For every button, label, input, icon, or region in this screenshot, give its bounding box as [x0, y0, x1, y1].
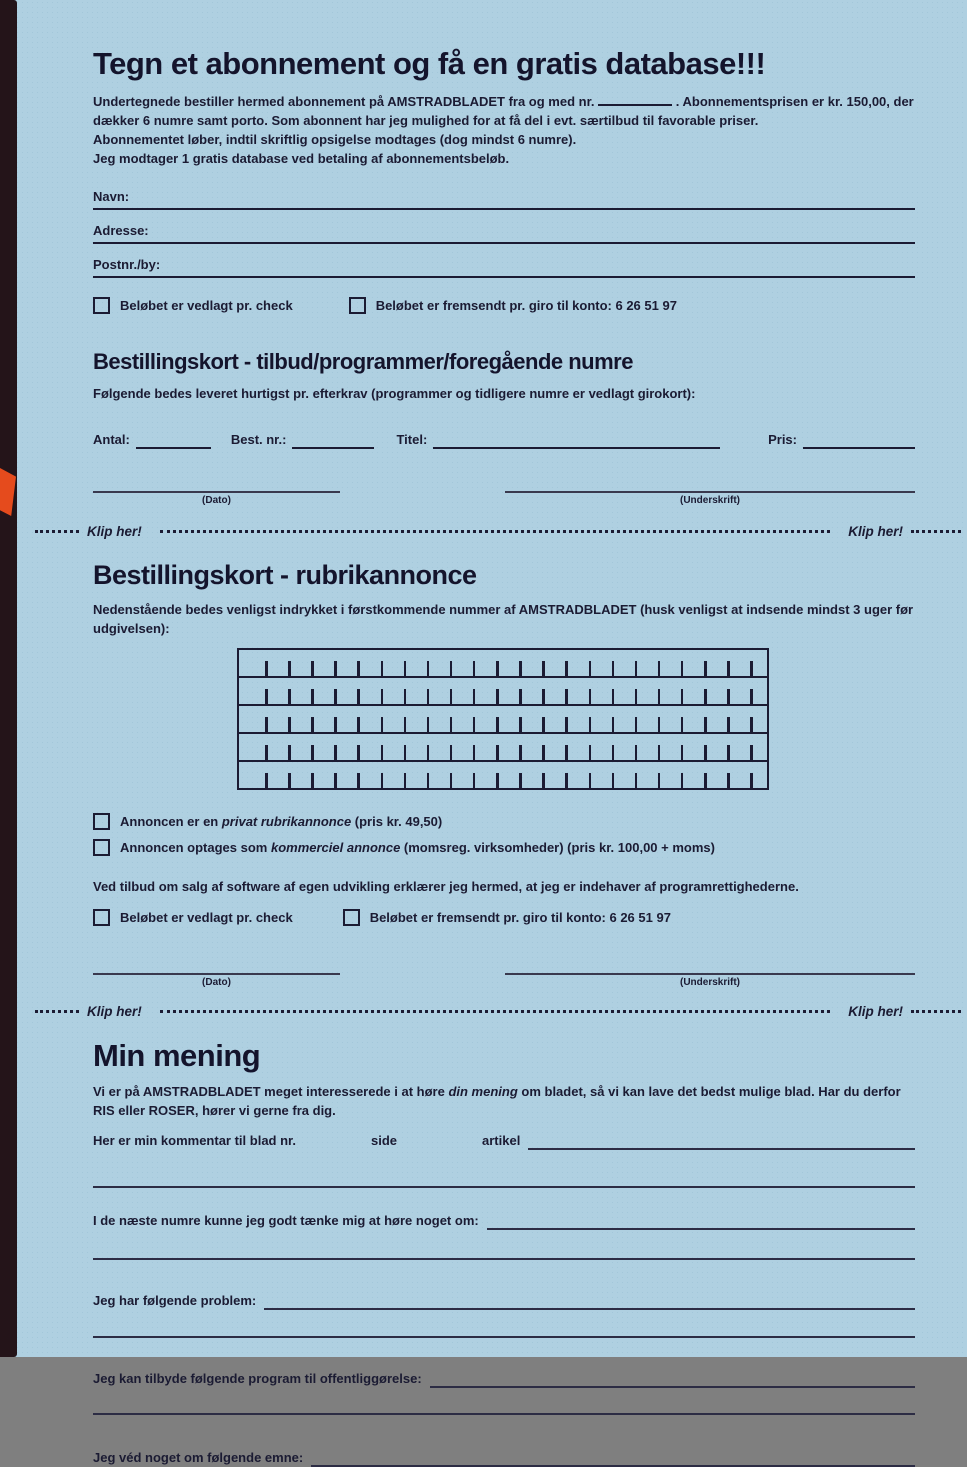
checkbox-icon[interactable] — [93, 297, 110, 314]
address-label: Adresse: — [93, 223, 149, 238]
question-blank[interactable] — [264, 1294, 915, 1310]
spine-orange-flag — [0, 468, 16, 516]
character-tick-icon — [288, 689, 291, 704]
dotted-cut-icon — [911, 1010, 961, 1013]
character-tick-icon — [357, 773, 360, 788]
character-tick-icon — [334, 661, 337, 676]
order-signature-row — [93, 491, 915, 506]
checkbox-icon[interactable] — [93, 839, 110, 856]
character-tick-icon — [681, 773, 684, 788]
character-tick-icon — [635, 661, 638, 676]
character-tick-icon — [658, 773, 661, 788]
postal-city-label: Postnr./by: — [93, 257, 161, 272]
character-tick-icon — [565, 773, 568, 788]
character-tick-icon — [704, 661, 707, 676]
character-tick-icon — [334, 689, 337, 704]
dotted-cut-icon — [160, 530, 830, 533]
character-tick-icon — [565, 717, 568, 732]
character-tick-icon — [704, 717, 707, 732]
character-tick-icon — [265, 717, 268, 732]
signature-field[interactable] — [505, 491, 915, 506]
writing-blank-line[interactable] — [93, 1258, 915, 1260]
address-field[interactable] — [93, 218, 915, 244]
qty-blank[interactable] — [136, 433, 211, 449]
postal-city-field[interactable] — [93, 252, 915, 278]
character-tick-icon — [427, 661, 430, 676]
character-tick-icon — [589, 745, 592, 760]
writing-blank-line[interactable] — [93, 1186, 915, 1188]
character-tick-icon — [427, 689, 430, 704]
rights-declaration: Ved tilbud om salg af software af egen udvikling erklærer jeg hermed, at jeg er indehaver af programrettighederne. — [93, 879, 799, 894]
character-tick-icon — [612, 773, 615, 788]
payment-giro-option[interactable] — [349, 296, 677, 315]
character-tick-icon — [565, 689, 568, 704]
character-tick-icon — [473, 689, 476, 704]
character-tick-icon — [496, 773, 499, 788]
character-tick-icon — [265, 745, 268, 760]
character-tick-icon — [704, 689, 707, 704]
article-label: artikel — [482, 1133, 521, 1148]
subscription-intro-text-2: . Abonnementsprisen er kr. 150,00, der dækker 6 numre samt porto. Som abonnent har jeg mulighed for at få del i evt. særtilbud til favorable priser. — [93, 94, 914, 128]
dotted-cut-icon — [35, 530, 79, 533]
character-tick-icon — [265, 661, 268, 676]
private-ad-label — [120, 812, 442, 831]
dotted-cut-icon — [35, 1010, 79, 1013]
cut-here-label-right: Klip her! — [848, 1003, 903, 1019]
character-tick-icon — [565, 745, 568, 760]
signature-caption: (Underskrift) — [679, 495, 740, 506]
question-label: Jeg kan tilbyde følgende program til offentliggørelse: — [93, 1371, 422, 1386]
price-blank[interactable] — [803, 433, 915, 449]
ad-grid[interactable] — [237, 648, 769, 790]
commercial-ad-italic: kommerciel annonce — [270, 840, 401, 855]
subscription-title: Tegn et abonnement og få en gratis database!!! — [93, 46, 766, 81]
character-tick-icon — [681, 661, 684, 676]
character-tick-icon — [542, 689, 545, 704]
payment-check-option[interactable] — [93, 908, 293, 927]
subscription-intro-text: Undertegnede bestiller hermed abonnement på AMSTRADBLADET fra og med nr. — [93, 94, 595, 109]
character-tick-icon — [357, 689, 360, 704]
character-tick-icon — [288, 717, 291, 732]
character-tick-icon — [311, 661, 314, 676]
character-tick-icon — [473, 745, 476, 760]
character-tick-icon — [334, 745, 337, 760]
character-tick-icon — [542, 717, 545, 732]
title-label: Titel: — [396, 432, 428, 447]
signature-line[interactable] — [505, 973, 915, 975]
classified-card-title: Bestillingskort - rubrikannonce — [93, 560, 477, 590]
character-tick-icon — [334, 773, 337, 788]
order-no-label: Best. nr.: — [230, 432, 287, 447]
signature-line[interactable] — [505, 491, 915, 493]
character-tick-icon — [589, 689, 592, 704]
character-tick-icon — [404, 689, 407, 704]
question-row — [93, 1210, 915, 1230]
character-tick-icon — [288, 773, 291, 788]
private-ad-option[interactable] — [93, 812, 915, 831]
character-tick-icon — [496, 661, 499, 676]
character-tick-icon — [381, 717, 384, 732]
magazine-spine — [0, 0, 17, 1357]
private-ad-price: (pris kr. 49,50) — [351, 814, 443, 829]
commercial-ad-text: Annoncen optages som — [120, 840, 271, 855]
character-tick-icon — [542, 745, 545, 760]
character-tick-icon — [311, 717, 314, 732]
order-fields-row — [93, 429, 915, 449]
qty-label: Antal: — [93, 432, 130, 447]
character-tick-icon — [658, 661, 661, 676]
classified-signature-row — [93, 973, 915, 988]
question-label: Jeg véd noget om følgende emne: — [93, 1450, 304, 1465]
payment-giro-label: Beløbet er fremsendt pr. giro til konto: 6 26 51 97 — [369, 910, 671, 925]
character-tick-icon — [589, 717, 592, 732]
issue-number-blank[interactable] — [598, 93, 672, 106]
character-tick-icon — [404, 745, 407, 760]
feedback-intro-italic: din mening — [448, 1084, 518, 1099]
subscription-terms-line: Abonnementet løber, indtil skriftlig opsigelse modtages (dog mindst 6 numre). — [93, 132, 577, 147]
character-tick-icon — [750, 689, 753, 704]
character-tick-icon — [427, 717, 430, 732]
ad-grid-row[interactable] — [239, 762, 767, 788]
character-tick-icon — [612, 689, 615, 704]
character-tick-icon — [450, 717, 453, 732]
character-tick-icon — [496, 745, 499, 760]
character-tick-icon — [658, 745, 661, 760]
writing-blank-line[interactable] — [93, 1413, 915, 1415]
classified-payment-row — [93, 908, 915, 927]
character-tick-icon — [519, 717, 522, 732]
date-line[interactable] — [93, 491, 340, 493]
character-tick-icon — [427, 745, 430, 760]
character-tick-icon — [311, 689, 314, 704]
character-tick-icon — [727, 661, 730, 676]
character-tick-icon — [635, 689, 638, 704]
comment-label: Her er min kommentar til blad nr. — [93, 1133, 296, 1148]
character-tick-icon — [565, 661, 568, 676]
date-line[interactable] — [93, 973, 340, 975]
writing-blank-line[interactable] — [93, 1336, 915, 1338]
ad-grid-row[interactable] — [239, 650, 767, 678]
form-content — [87, 0, 915, 1467]
character-tick-icon — [542, 661, 545, 676]
question-label: I de næste numre kunne jeg godt tænke mig at høre noget om: — [93, 1213, 479, 1228]
subscription-bonus-line: Jeg modtager 1 gratis database ved betaling af abonnementsbeløb. — [93, 151, 510, 166]
character-tick-icon — [427, 773, 430, 788]
subscription-payment-row — [93, 296, 915, 315]
character-tick-icon — [727, 689, 730, 704]
character-tick-icon — [357, 745, 360, 760]
character-tick-icon — [750, 773, 753, 788]
character-tick-icon — [404, 661, 407, 676]
character-tick-icon — [519, 689, 522, 704]
character-tick-icon — [496, 689, 499, 704]
character-tick-icon — [450, 661, 453, 676]
order-no-blank[interactable] — [292, 433, 374, 449]
character-tick-icon — [311, 745, 314, 760]
payment-giro-option[interactable] — [343, 908, 671, 927]
private-ad-italic: privat rubrikannonce — [221, 814, 352, 829]
payment-check-option[interactable] — [93, 296, 293, 315]
feedback-title: Min mening — [93, 1038, 261, 1073]
character-tick-icon — [265, 773, 268, 788]
character-tick-icon — [473, 717, 476, 732]
classified-card-intro: Nedenstående bedes venligst indrykket i førstkommende nummer af AMSTRADBLADET (husk venligst at indsende mindst 3 uger før udgivelsen): — [93, 602, 914, 636]
character-tick-icon — [635, 717, 638, 732]
question-row — [93, 1290, 915, 1310]
character-tick-icon — [519, 661, 522, 676]
character-tick-icon — [404, 717, 407, 732]
date-field[interactable] — [93, 491, 340, 506]
name-label: Navn: — [93, 189, 130, 204]
character-tick-icon — [450, 745, 453, 760]
feedback-intro — [93, 1082, 915, 1120]
character-tick-icon — [658, 717, 661, 732]
character-tick-icon — [404, 773, 407, 788]
cut-here-label-left: Klip her! — [87, 523, 142, 539]
page-label: side — [371, 1133, 398, 1148]
character-tick-icon — [704, 745, 707, 760]
character-tick-icon — [381, 773, 384, 788]
character-tick-icon — [519, 773, 522, 788]
commercial-ad-label — [120, 838, 715, 857]
character-tick-icon — [357, 717, 360, 732]
signature-field[interactable] — [505, 973, 915, 988]
subscription-intro — [93, 92, 915, 130]
character-tick-icon — [311, 773, 314, 788]
character-tick-icon — [450, 689, 453, 704]
commercial-ad-price: (momsreg. virksomheder) (pris kr. 100,00 + moms) — [400, 840, 715, 855]
order-card-title: Bestillingskort - tilbud/programmer/foregående numre — [93, 349, 633, 374]
price-label: Pris: — [768, 432, 797, 447]
character-tick-icon — [473, 661, 476, 676]
character-tick-icon — [727, 745, 730, 760]
character-tick-icon — [681, 689, 684, 704]
feedback-intro-text: Vi er på AMSTRADBLADET meget interesserede i at høre — [93, 1084, 449, 1099]
ad-grid-row[interactable] — [239, 678, 767, 706]
character-tick-icon — [750, 745, 753, 760]
character-tick-icon — [727, 717, 730, 732]
character-tick-icon — [681, 745, 684, 760]
date-caption: (Dato) — [202, 495, 231, 506]
question-blank[interactable] — [430, 1372, 915, 1388]
character-tick-icon — [265, 689, 268, 704]
character-tick-icon — [612, 745, 615, 760]
character-tick-icon — [381, 661, 384, 676]
question-label: Jeg har følgende problem: — [93, 1293, 257, 1308]
character-tick-icon — [542, 773, 545, 788]
checkbox-icon[interactable] — [93, 909, 110, 926]
checkbox-icon[interactable] — [93, 813, 110, 830]
character-tick-icon — [288, 661, 291, 676]
article-blank[interactable] — [528, 1134, 915, 1150]
character-tick-icon — [288, 745, 291, 760]
character-tick-icon — [658, 689, 661, 704]
character-tick-icon — [635, 745, 638, 760]
name-field[interactable] — [93, 184, 915, 210]
character-tick-icon — [704, 773, 707, 788]
question-row — [93, 1447, 915, 1467]
order-card-intro: Følgende bedes leveret hurtigst pr. efterkrav (programmer og tidligere numre er vedlagt girokort): — [93, 386, 696, 401]
cut-here-label-left: Klip her! — [87, 1003, 142, 1019]
character-tick-icon — [473, 773, 476, 788]
payment-giro-label: Beløbet er fremsendt pr. giro til konto: 6 26 51 97 — [375, 298, 677, 313]
question-blank[interactable] — [311, 1451, 915, 1467]
payment-check-label: Beløbet er vedlagt pr. check — [120, 298, 293, 313]
cut-here-line — [35, 1002, 961, 1020]
character-tick-icon — [381, 745, 384, 760]
question-blank[interactable] — [487, 1214, 915, 1230]
character-tick-icon — [519, 745, 522, 760]
character-tick-icon — [681, 717, 684, 732]
feedback-intro-text-2: om bladet, så vi kan lave det bedst mulige blad. Har du derfor RIS eller ROSER, hører vi gerne fra dig. — [93, 1084, 901, 1118]
checkbox-icon[interactable] — [349, 297, 366, 314]
character-tick-icon — [727, 773, 730, 788]
dotted-cut-icon — [160, 1010, 830, 1013]
question-row — [93, 1368, 915, 1388]
date-field[interactable] — [93, 973, 340, 988]
cut-here-label-right: Klip her! — [848, 523, 903, 539]
cut-here-line — [35, 522, 961, 540]
character-tick-icon — [450, 773, 453, 788]
character-tick-icon — [357, 661, 360, 676]
character-tick-icon — [635, 773, 638, 788]
comment-row — [93, 1130, 915, 1150]
ad-grid-row[interactable] — [239, 706, 767, 734]
character-tick-icon — [496, 717, 499, 732]
date-caption: (Dato) — [202, 977, 231, 988]
character-tick-icon — [589, 661, 592, 676]
title-blank[interactable] — [433, 433, 720, 449]
signature-caption: (Underskrift) — [679, 977, 740, 988]
character-tick-icon — [612, 661, 615, 676]
checkbox-icon[interactable] — [343, 909, 360, 926]
commercial-ad-option[interactable] — [93, 838, 915, 857]
character-tick-icon — [334, 717, 337, 732]
character-tick-icon — [750, 661, 753, 676]
dotted-cut-icon — [911, 530, 961, 533]
private-ad-text: Annoncen er en — [120, 814, 222, 829]
character-tick-icon — [381, 689, 384, 704]
payment-check-label: Beløbet er vedlagt pr. check — [120, 910, 293, 925]
ad-grid-row[interactable] — [239, 734, 767, 762]
character-tick-icon — [750, 717, 753, 732]
character-tick-icon — [612, 717, 615, 732]
character-tick-icon — [589, 773, 592, 788]
